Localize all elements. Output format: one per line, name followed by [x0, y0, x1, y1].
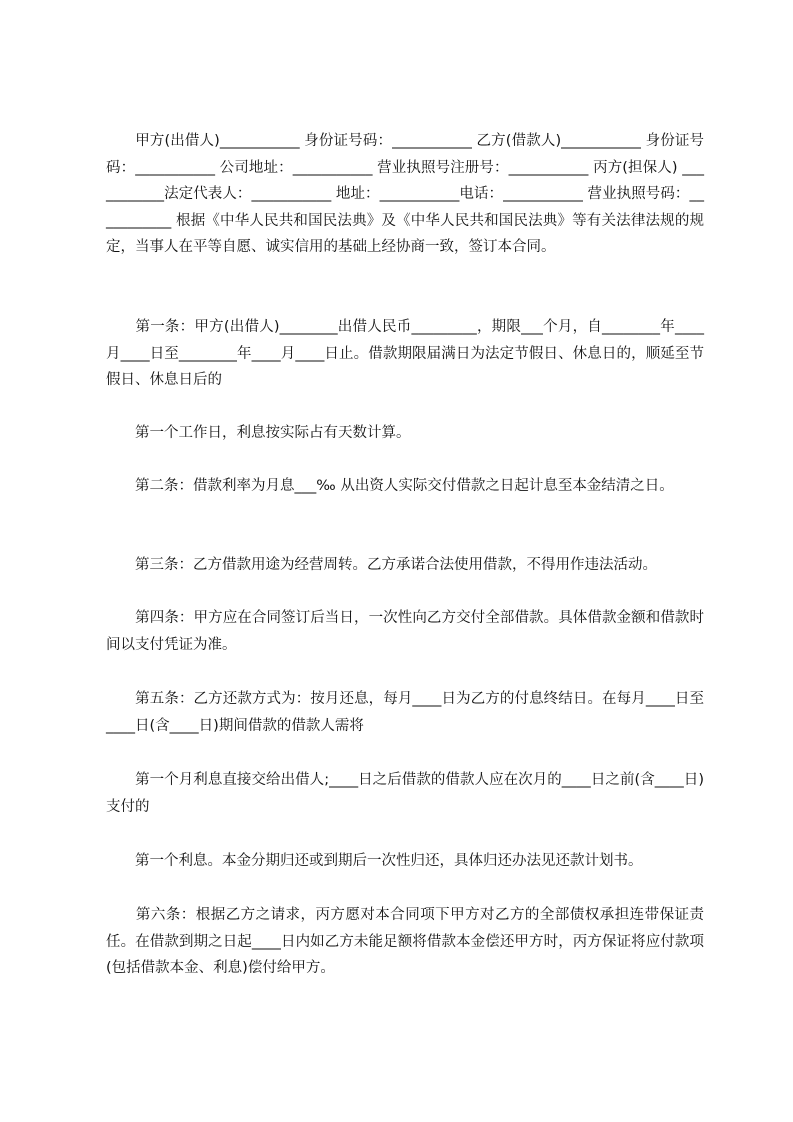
article-6-paragraph: 第六条：根据乙方之请求，丙方愿对本合同项下甲方对乙方的全部债权承担连带保证责任。在借款到期之日起____日内如乙方未能足额将借款本金偿还甲方时，丙方保证将应付款项(包括借款本金、利息)偿付给甲方。 [106, 907, 704, 976]
preamble-paragraph: 甲方(出借人)___________ 身份证号码：___________ 乙方(借款人)___________ 身份证号码：___________ 公司地址：___________ 营业执照号注册号：___________ 丙方(担保人) ___________法定代表人：___________ 地址：___________电话：___________ 营业执照号码：___________ 根据《中华人民共和国民法典》及《中华人民共和国民法典》等有关法律法规的规定，当事人在平等自愿、诚实信用的基础上经协商一致，签订本合同。 [106, 133, 704, 255]
article-2-paragraph: 第二条：借款利率为月息___‰ 从出资人实际交付借款之日起计息至本金结清之日。 [106, 478, 674, 494]
article-1-paragraph: 第一条：甲方(出借人)________出借人民币_________，期限___个月，自________年____月____日至________年____月____日止。借款期限届满日为法定节假日、休息日的，顺延至节假日、休息日后的 [106, 319, 704, 388]
article-5-continuation-1: 第一个月利息直接交给出借人;____日之后借款的借款人应在次月的____日之前(含____日)支付的 [106, 772, 704, 815]
article-4-paragraph: 第四条：甲方应在合同签订后当日，一次性向乙方交付全部借款。具体借款金额和借款时间以支付凭证为准。 [106, 610, 704, 653]
article-1-continuation: 第一个工作日，利息按实际占有天数计算。 [106, 425, 411, 441]
article-5-continuation-2: 第一个利息。本金分期归还或到期后一次性归还，具体归还办法见还款计划书。 [106, 853, 643, 869]
article-3-paragraph: 第三条：乙方借款用途为经营周转。乙方承诺合法使用借款，不得用作违法活动。 [106, 557, 657, 573]
article-5-paragraph: 第五条：乙方还款方式为：按月还息，每月____日为乙方的付息终结日。在每月____日至____日(含____日)期间借款的借款人需将 [106, 691, 704, 734]
